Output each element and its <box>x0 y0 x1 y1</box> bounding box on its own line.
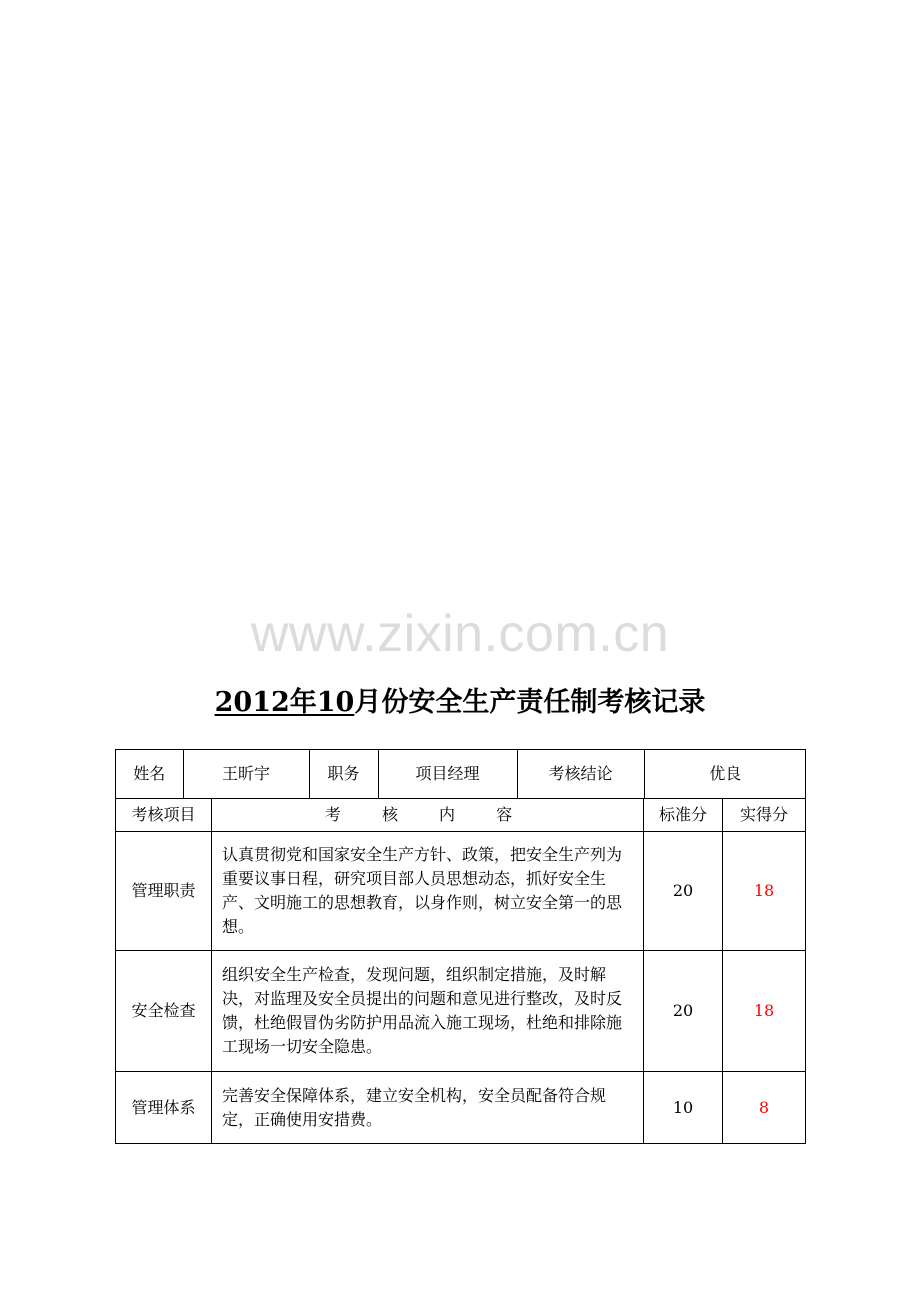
header-info-table <box>116 750 806 798</box>
column-header-row <box>116 799 806 832</box>
table-row <box>116 951 806 1072</box>
watermark: www.zixin.com.cn <box>250 605 670 663</box>
assessment-table <box>115 749 806 1144</box>
row-content: 完善安全保障体系，建立安全机构，安全员配备符合规定，正确使用安措费。 <box>212 1072 644 1144</box>
row-standard-score: 20 <box>644 951 723 1072</box>
table-row <box>116 1072 806 1144</box>
row-item: 管理职责 <box>116 832 212 951</box>
row-standard-score: 10 <box>644 1072 723 1144</box>
conclusion-label: 考核结论 <box>517 750 644 798</box>
name-value: 王昕宇 <box>183 750 309 798</box>
row-item: 管理体系 <box>116 1072 212 1144</box>
position-value: 项目经理 <box>378 750 517 798</box>
row-actual-score: 18 <box>723 951 806 1072</box>
column-item-header: 考核项目 <box>116 799 212 832</box>
conclusion-value: 优良 <box>709 764 742 784</box>
column-content-header: 考 核 内 容 <box>212 799 644 832</box>
column-standard-header: 标准分 <box>644 799 723 832</box>
row-actual-score: 18 <box>723 832 806 951</box>
title-text: 月份安全生产责任制考核记录 <box>354 687 706 718</box>
header-info-row <box>116 750 806 799</box>
name-label: 姓名 <box>116 750 183 798</box>
row-item: 安全检查 <box>116 951 212 1072</box>
position-label: 职务 <box>309 750 378 798</box>
table-row <box>116 832 806 951</box>
row-actual-score: 8 <box>723 1072 806 1144</box>
title-date: 2012年10 <box>214 687 355 718</box>
column-actual-header: 实得分 <box>723 799 806 832</box>
row-content: 认真贯彻党和国家安全生产方针、政策，把安全生产列为重要议事日程，研究项目部人员思想动态，抓好安全生产、文明施工的思想教育，以身作则，树立安全第一的思想。 <box>212 832 644 951</box>
row-content: 组织安全生产检查，发现问题，组织制定措施，及时解决，对监理及安全员提出的问题和意见进行整改，及时反馈，杜绝假冒伪劣防护用品流入施工现场，杜绝和排除施工现场一切安全隐患。 <box>212 951 644 1072</box>
page-title <box>0 680 920 719</box>
row-standard-score: 20 <box>644 832 723 951</box>
